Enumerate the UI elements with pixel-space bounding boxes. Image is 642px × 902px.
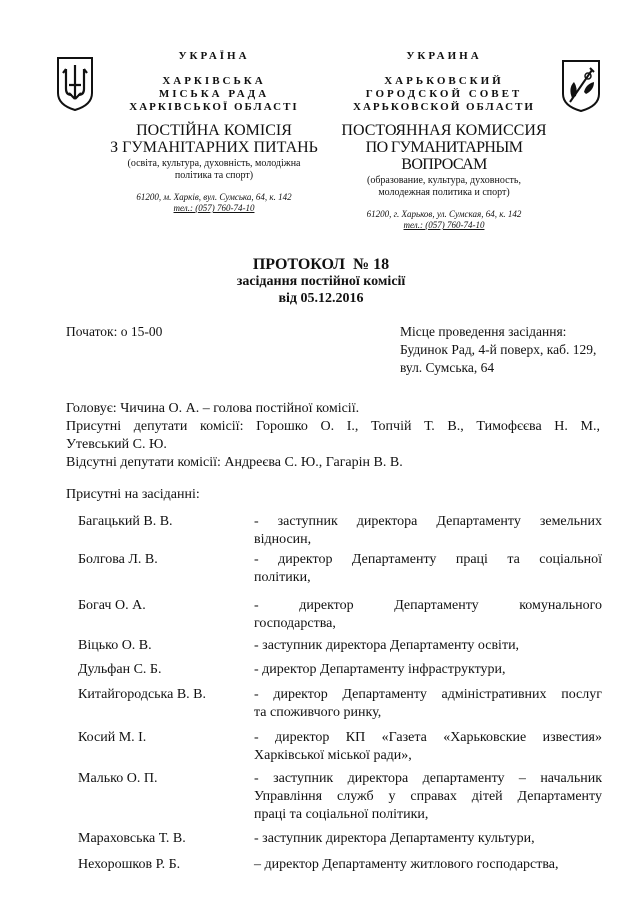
phone-ru: тел.: (057) 760-74-10	[403, 220, 485, 230]
commission-ru-line2: ПО ГУМАНИТАРНЫМ ВОПРОСАМ	[365, 139, 523, 173]
invited-name: Малько О. П.	[78, 771, 158, 786]
invited-role-cont: відносин,	[254, 532, 312, 547]
council-ua-line3: ХАРКІВСЬКОЇ ОБЛАСТІ	[129, 101, 299, 113]
council-ru-line2: ГОРОДСКОЙ СОВЕТ	[365, 88, 523, 100]
council-ua-line1: ХАРКІВСЬКА	[162, 75, 266, 87]
meeting-place	[400, 323, 596, 377]
invited-role: - заступник директора Департаменту освіти,	[254, 638, 520, 653]
invited-name: Нехорошков Р. Б.	[78, 857, 181, 872]
kharkiv-city-emblem-icon	[560, 58, 602, 114]
protocol-title: ПРОТОКОЛ № 18	[252, 256, 390, 273]
commission-ua-line1: ПОСТІЙНА КОМІСІЯ	[136, 122, 292, 139]
invited-role: - директор Департаменту інфраструктури,	[254, 662, 506, 677]
invited-name: Дульфан С. Б.	[78, 662, 162, 677]
invited-name: Віцько О. В.	[78, 638, 152, 653]
invited-name: Болгова Л. В.	[78, 552, 158, 567]
commission-ua-line2: З ГУМАНІТАРНИХ ПИТАНЬ	[110, 139, 318, 156]
address-ua: 61200, м. Харків, вул. Сумська, 64, к. 142	[136, 192, 292, 202]
letterhead-russian	[334, 50, 554, 231]
invited-role-cont: політики,	[254, 570, 311, 585]
present-line1: Присутні депутати комісії: Горошко О. І., Топчій Т. В., Тимофєєва Н. М.,	[66, 419, 600, 434]
invited-label: Присутні на засіданні:	[66, 487, 200, 502]
invited-role: - директор Департаменту праці та соціальної	[254, 552, 602, 567]
invited-role: – директор Департаменту житлового господарства,	[254, 857, 559, 872]
phone-ua: тел.: (057) 760-74-10	[173, 203, 255, 213]
address-ru: 61200, г. Харьков, ул. Сумская, 64, к. 142	[366, 209, 522, 219]
absent-line: Відсутні депутати комісії: Андреєва С. Ю., Гагарін В. В.	[66, 455, 403, 470]
commission-ru-line1: ПОСТОЯННАЯ КОМИССИЯ	[341, 122, 547, 139]
place-label: Місце проведення засідання:	[400, 324, 567, 339]
meeting-start: Початок: о 15-00	[66, 324, 163, 339]
place-line1: Будинок Рад, 4-й поверх, каб. 129,	[400, 342, 597, 357]
invited-name: Мараховська Т. В.	[78, 831, 186, 846]
commission-ru-sub1: (образование, культура, духовность,	[367, 175, 521, 186]
council-ru-line3: ХАРЬКОВСКОЙ ОБЛАСТИ	[353, 101, 535, 113]
invited-role-cont: Харківської міської ради»,	[254, 748, 412, 763]
invited-name: Китайгородська В. В.	[78, 687, 207, 702]
invited-role-cont: господарства,	[254, 616, 336, 631]
commission-ua-sub2: політика та спорт)	[174, 170, 254, 181]
council-ua-line2: МІСЬКА РАДА	[158, 88, 270, 100]
invited-role: - директор Департаменту адміністративних послуг	[254, 687, 602, 702]
chair-line: Головує: Чичина О. А. – голова постійної комісії.	[66, 401, 360, 416]
commission-ru-sub2: молодежная политика и спорт)	[378, 187, 510, 198]
invited-role: - директор КП «Газета «Харьковские известия»	[254, 730, 602, 745]
invited-role-cont: та споживчого ринку,	[254, 705, 382, 720]
present-line2: Утевський С. Ю.	[66, 437, 167, 452]
invited-role: - заступник директора Департаменту культури,	[254, 831, 535, 846]
invited-role: - заступник директора департаменту – начальник	[254, 771, 602, 786]
invited-role: - заступник директора Департаменту земельних	[254, 514, 602, 529]
ukraine-trident-emblem-icon	[55, 55, 95, 113]
country-ru: УКРАИНА	[406, 50, 482, 62]
place-line2: вул. Сумська, 64	[400, 360, 495, 375]
invited-name: Косий М. І.	[78, 730, 147, 745]
invited-role-cont2: праці та соціальної політики,	[254, 807, 429, 822]
invited-role-cont: Управління служб у справах дітей Департаменту	[254, 789, 602, 804]
invited-name: Богач О. А.	[78, 598, 146, 613]
protocol-date: від 05.12.2016	[278, 291, 364, 306]
letterhead-ukrainian	[104, 50, 324, 214]
council-ru-line1: ХАРЬКОВСКИЙ	[384, 75, 504, 87]
invited-role: - директор Департаменту комунального	[254, 598, 602, 613]
country-ua: УКРАЇНА	[178, 50, 250, 62]
commission-ua-sub1: (освіта, культура, духовність, молодіжна	[127, 158, 301, 169]
protocol-subtitle: засідання постійної комісії	[236, 274, 406, 289]
invited-name: Багацький В. В.	[78, 514, 173, 529]
